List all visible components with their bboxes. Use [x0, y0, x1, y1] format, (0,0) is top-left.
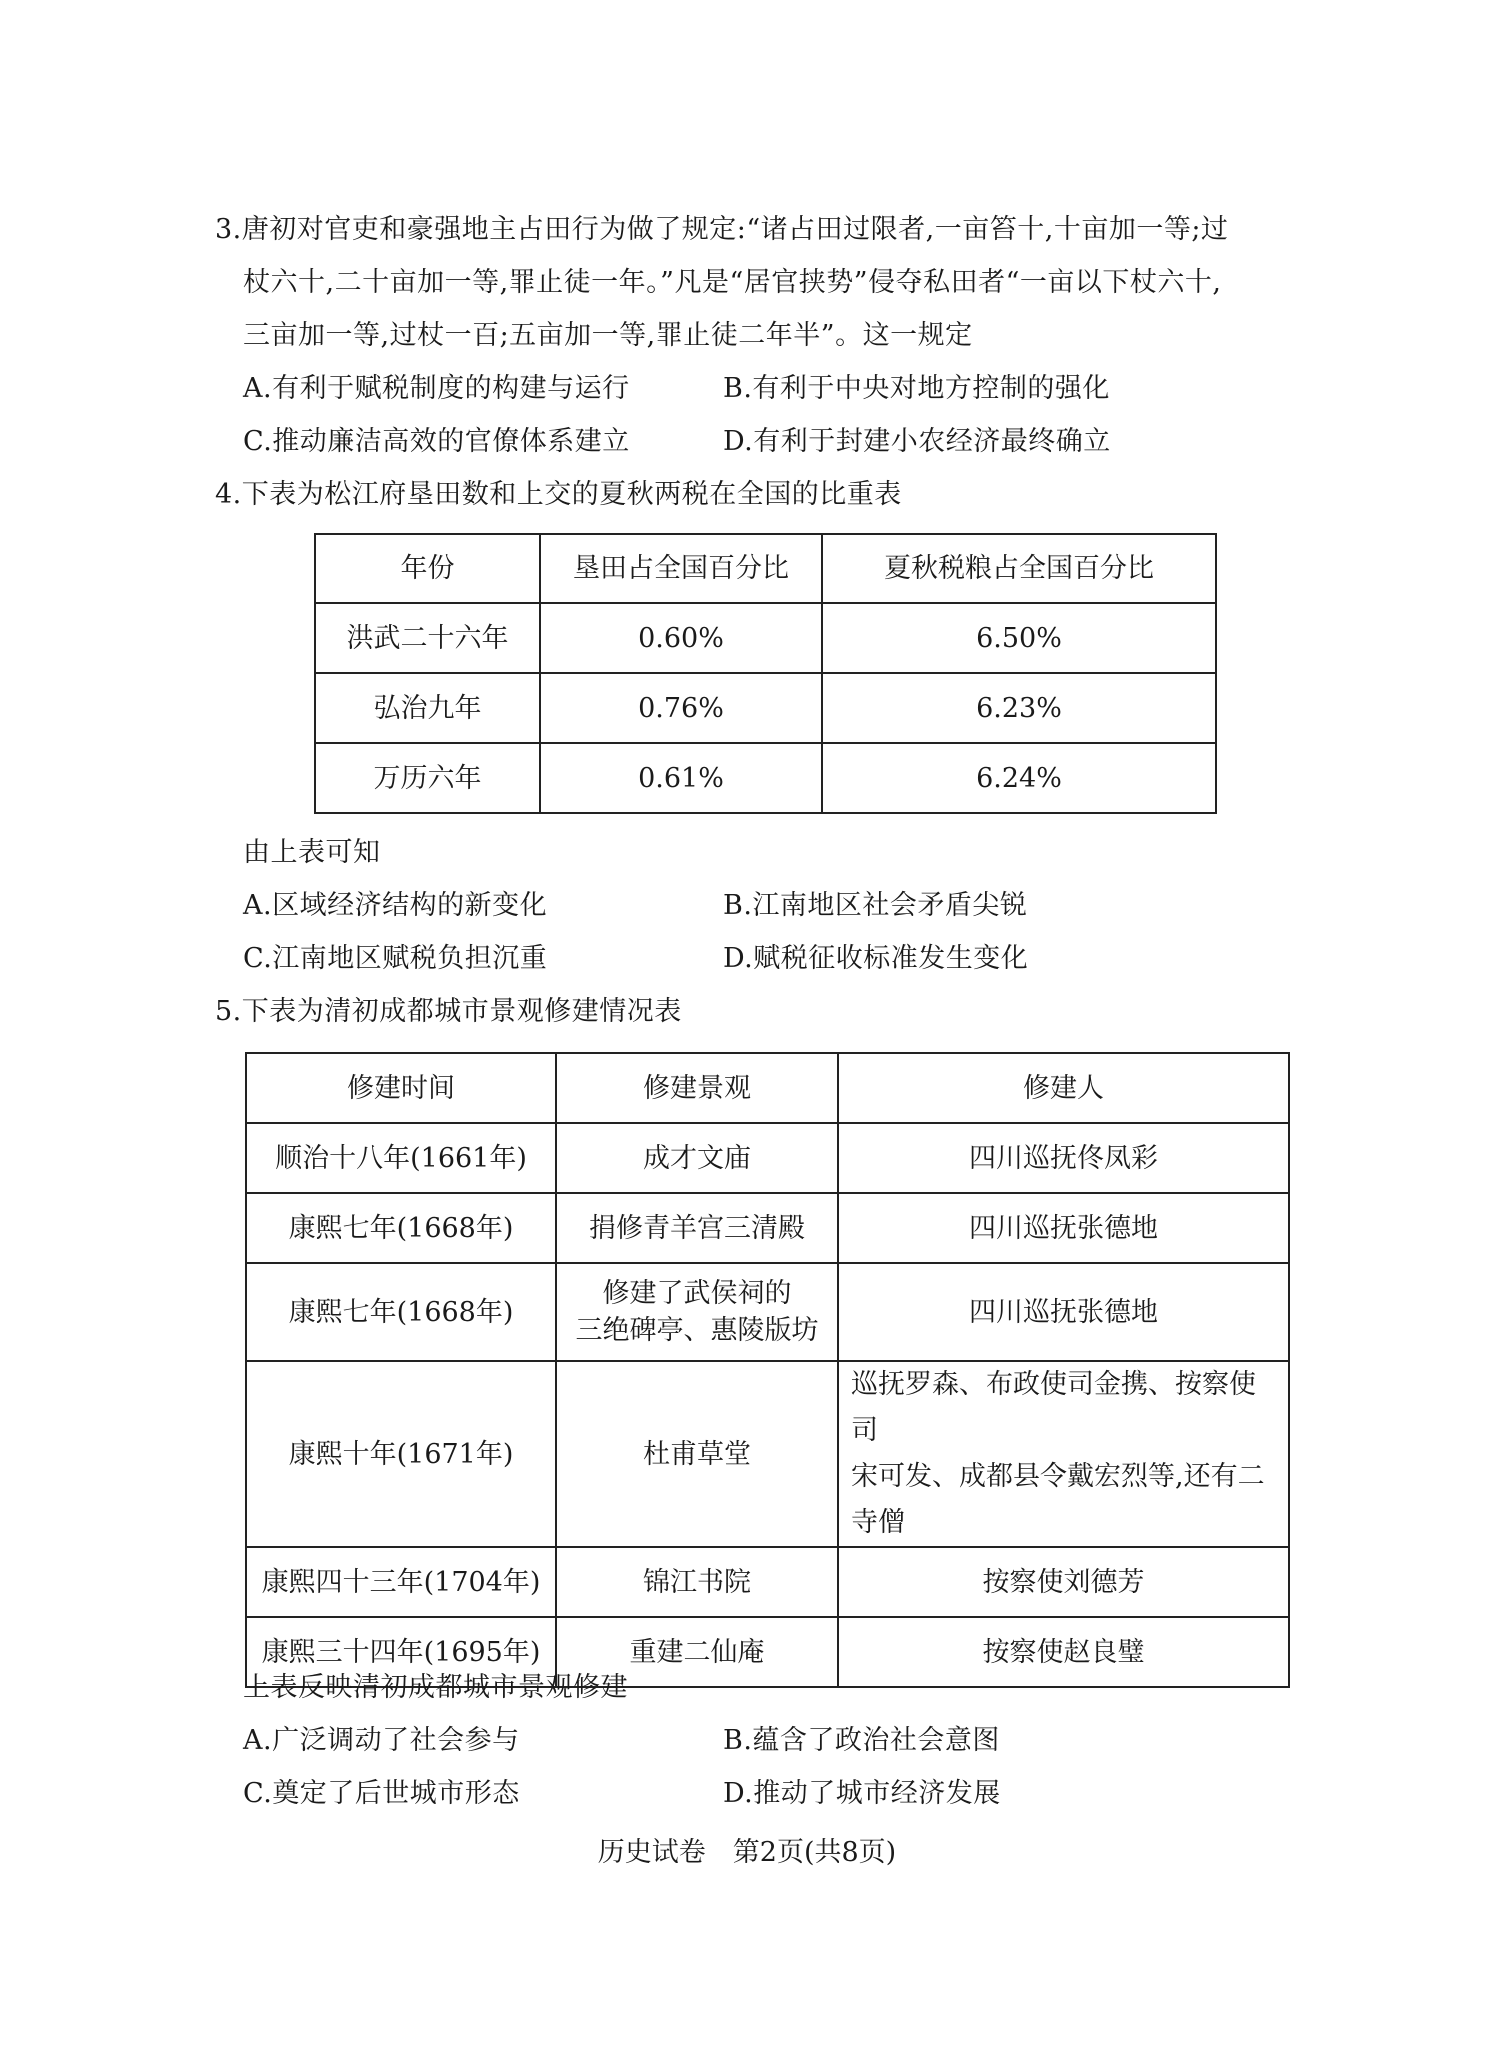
- table-cell: 洪武二十六年: [315, 603, 540, 673]
- q5-table: [245, 1052, 1290, 1688]
- q4-option-b: B.江南地区社会矛盾尖锐: [723, 890, 1028, 921]
- table-cell: 修建了武侯祠的 三绝碑亭、惠陵版坊: [556, 1263, 838, 1361]
- table-cell: 按察使赵良璧: [838, 1617, 1289, 1687]
- table-cell: 四川巡抚张德地: [838, 1263, 1289, 1361]
- table-cell: 康熙七年(1668年): [246, 1263, 556, 1361]
- q3-stem-line-2: 杖六十,二十亩加一等,罪止徒一年。”凡是“居官挟势”侵夺私田者“一亩以下杖六十,: [243, 267, 1222, 298]
- q3-option-d: D.有利于封建小农经济最终确立: [723, 426, 1111, 457]
- table-cell: 顺治十八年(1661年): [246, 1123, 556, 1193]
- table-cell: 弘治九年: [315, 673, 540, 743]
- table-cell: 捐修青羊宫三清殿: [556, 1193, 838, 1263]
- q5-stem: 5.下表为清初成都城市景观修建情况表: [215, 996, 682, 1027]
- table-cell: 四川巡抚佟凤彩: [838, 1123, 1289, 1193]
- table-row: [246, 1123, 1289, 1193]
- table-cell: 6.50%: [822, 603, 1216, 673]
- table-row: [246, 1263, 1289, 1361]
- table-cell: 巡抚罗森、布政使司金携、按察使司 宋可发、成都县令戴宏烈等,还有二 寺僧: [838, 1361, 1289, 1547]
- q5-option-b: B.蕴含了政治社会意图: [723, 1725, 1000, 1756]
- page-footer: 历史试卷 第2页(共8页): [597, 1837, 897, 1868]
- table-cell: 0.60%: [540, 603, 822, 673]
- q4-header-land: 垦田占全国百分比: [540, 534, 822, 603]
- q5-header-landscape: 修建景观: [556, 1053, 838, 1123]
- q5-option-a: A.广泛调动了社会参与: [243, 1725, 520, 1756]
- q5-header-time: 修建时间: [246, 1053, 556, 1123]
- q3-option-c: C.推动廉洁高效的官僚体系建立: [243, 426, 630, 457]
- q4-table: [314, 533, 1217, 814]
- table-cell: 按察使刘德芳: [838, 1547, 1289, 1617]
- q5-header-builder: 修建人: [838, 1053, 1289, 1123]
- q5-after-text: 上表反映清初成都城市景观修建: [243, 1672, 628, 1703]
- table-cell: 锦江书院: [556, 1547, 838, 1617]
- table-row: [315, 743, 1216, 813]
- q5-option-c: C.奠定了后世城市形态: [243, 1778, 520, 1809]
- table-cell: 重建二仙庵: [556, 1617, 838, 1687]
- table-cell: 成才文庙: [556, 1123, 838, 1193]
- table-row: [246, 1361, 1289, 1547]
- table-row: [246, 1547, 1289, 1617]
- q3-option-b: B.有利于中央对地方控制的强化: [723, 373, 1110, 404]
- q4-table-header-row: [315, 534, 1216, 603]
- q3-stem-line-1: 3.唐初对官吏和豪强地主占田行为做了规定:“诸占田过限者,一亩笞十,十亩加一等;过: [215, 214, 1229, 245]
- table-cell: 6.24%: [822, 743, 1216, 813]
- table-cell: 0.61%: [540, 743, 822, 813]
- q4-stem: 4.下表为松江府垦田数和上交的夏秋两税在全国的比重表: [215, 479, 902, 510]
- q4-option-a: A.区域经济结构的新变化: [243, 890, 548, 921]
- table-cell: 6.23%: [822, 673, 1216, 743]
- q5-option-d: D.推动了城市经济发展: [723, 1778, 1001, 1809]
- table-cell: 0.76%: [540, 673, 822, 743]
- q4-after-text: 由上表可知: [243, 837, 381, 868]
- q4-option-d: D.赋税征收标准发生变化: [723, 943, 1029, 974]
- table-cell: 四川巡抚张德地: [838, 1193, 1289, 1263]
- table-row: [315, 673, 1216, 743]
- q4-option-c: C.江南地区赋税负担沉重: [243, 943, 548, 974]
- table-cell: 康熙三十四年(1695年): [246, 1617, 556, 1687]
- q4-header-tax: 夏秋税粮占全国百分比: [822, 534, 1216, 603]
- table-cell: 康熙十年(1671年): [246, 1361, 556, 1547]
- table-cell: 康熙四十三年(1704年): [246, 1547, 556, 1617]
- table-row: [315, 603, 1216, 673]
- q4-header-year: 年份: [315, 534, 540, 603]
- table-cell: 杜甫草堂: [556, 1361, 838, 1547]
- q3-option-a: A.有利于赋税制度的构建与运行: [243, 373, 630, 404]
- table-cell: 万历六年: [315, 743, 540, 813]
- q5-table-header-row: [246, 1053, 1289, 1123]
- table-row: [246, 1193, 1289, 1263]
- q3-stem-line-3: 三亩加一等,过杖一百;五亩加一等,罪止徒二年半”。这一规定: [243, 320, 973, 351]
- table-cell: 康熙七年(1668年): [246, 1193, 556, 1263]
